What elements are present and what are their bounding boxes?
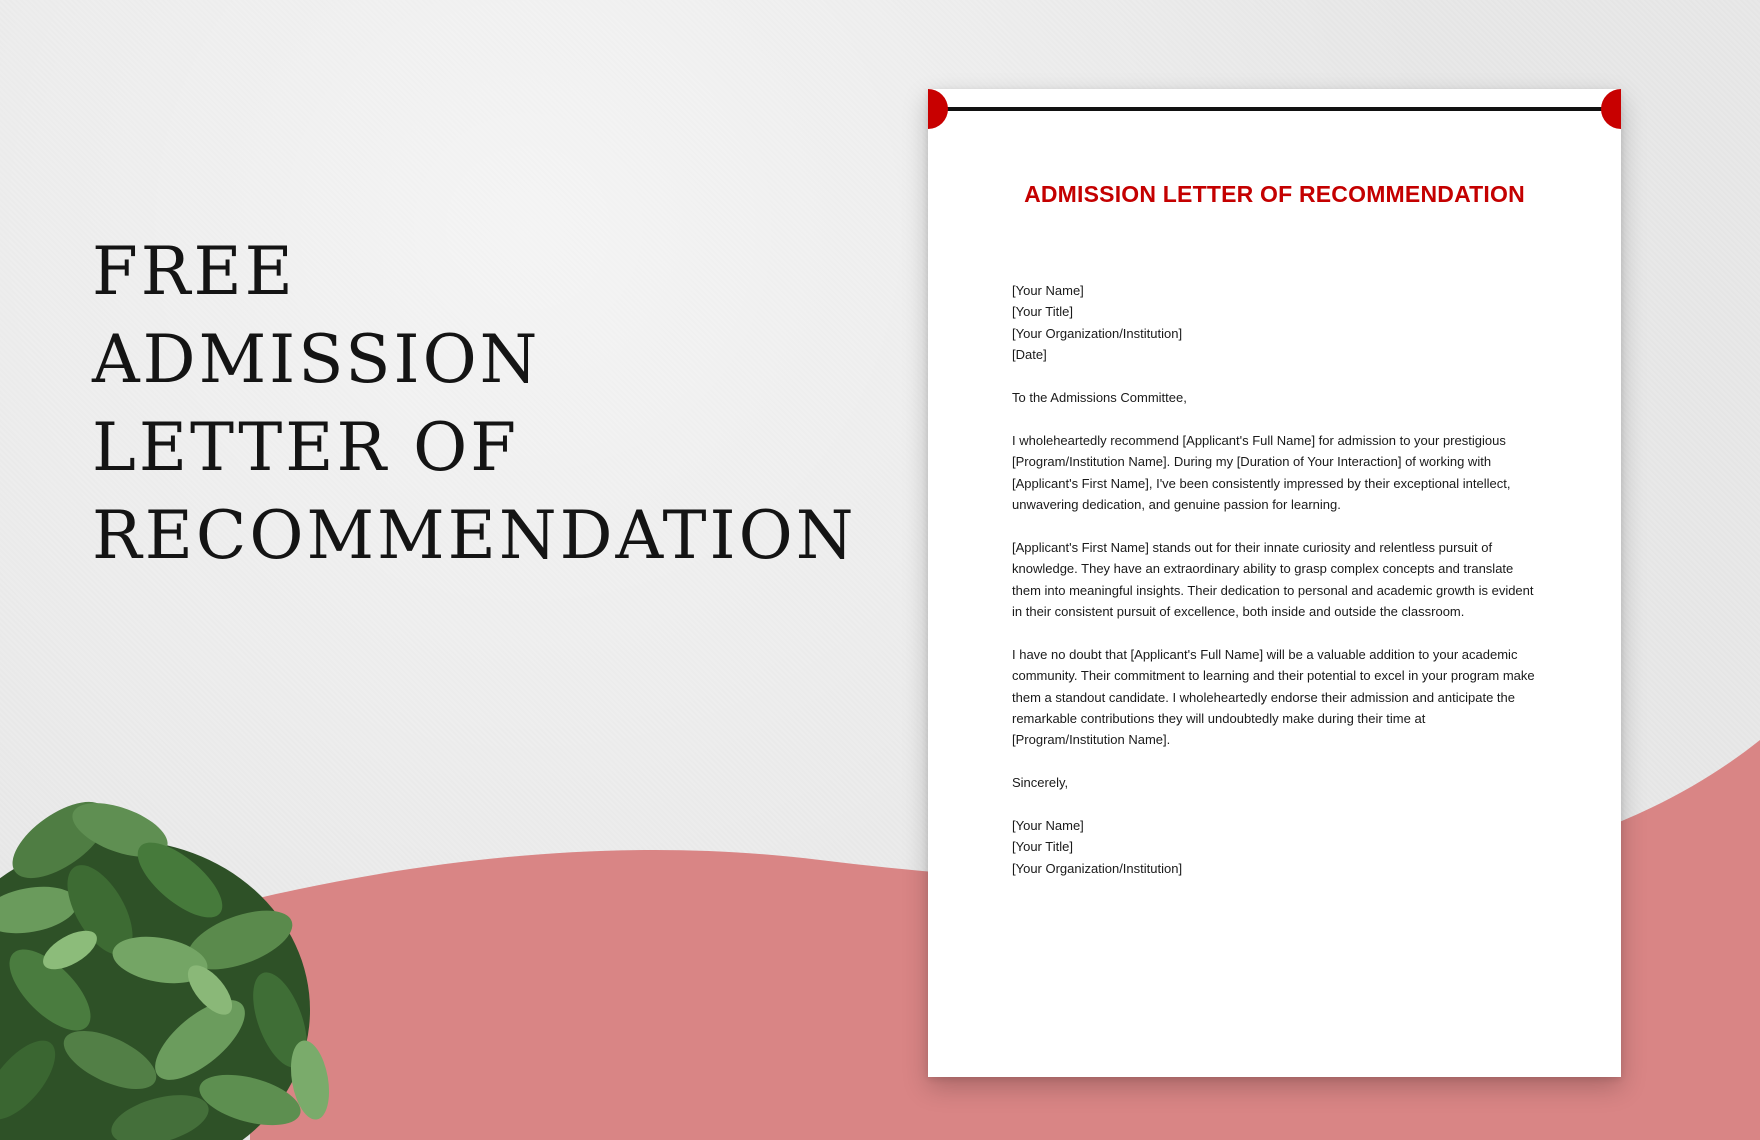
letter-page bbox=[928, 89, 1621, 1077]
body-paragraph bbox=[1012, 644, 1552, 751]
paragraph-line: [Program/Institution Name]. During my [Duration of Your Interaction] of working with bbox=[1012, 454, 1492, 470]
paragraph-line: [Applicant's First Name], I've been consistently impressed by their exceptional intellect, bbox=[1012, 475, 1511, 491]
body-paragraph bbox=[1012, 537, 1552, 623]
paragraph-line: knowledge. They have an extraordinary ability to grasp complex concepts and translate bbox=[1012, 561, 1514, 577]
signature-line: [Your Name] bbox=[1012, 818, 1084, 834]
paragraph-line: [Program/Institution Name]. bbox=[1012, 732, 1171, 748]
body-paragraph bbox=[1012, 430, 1552, 516]
sender-line: [Your Organization/Institution] bbox=[1012, 325, 1183, 341]
hero-line: ADMISSION bbox=[92, 321, 541, 398]
paragraph-line: them a standout candidate. I wholeheartedly endorse their admission and anticipate the bbox=[1012, 689, 1515, 705]
paragraph-line: [Applicant's First Name] stands out for their innate curiosity and relentless pursuit of bbox=[1012, 539, 1493, 555]
hero-line: FREE bbox=[92, 233, 296, 310]
paragraph-line: unwavering dedication, and genuine passion for learning. bbox=[1012, 497, 1341, 513]
header-rule bbox=[928, 107, 1621, 111]
hero-line: RECOMMENDATION bbox=[92, 497, 857, 574]
paragraph-line: I wholeheartedly recommend [Applicant's Full Name] for admission to your prestigious bbox=[1012, 432, 1506, 448]
sender-line: [Your Name] bbox=[1012, 283, 1084, 298]
hero-title bbox=[92, 228, 872, 580]
paragraph-line: I have no doubt that [Applicant's Full Name] will be a valuable addition to your academic bbox=[1012, 646, 1518, 662]
sender-block bbox=[1012, 280, 1552, 366]
signature-line: [Your Organization/Institution] bbox=[1012, 860, 1183, 876]
closing: Sincerely, bbox=[1012, 775, 1069, 791]
header-dot-left bbox=[928, 89, 948, 129]
plant-foliage bbox=[0, 787, 335, 1140]
header-dot-right bbox=[1601, 89, 1621, 129]
hero-line: LETTER OF bbox=[92, 409, 520, 486]
paragraph-line: them into meaningful insights. Their dedication to personal and academic growth is evident bbox=[1012, 582, 1534, 598]
potted-plant-icon bbox=[0, 760, 360, 1140]
sender-line: [Date] bbox=[1012, 347, 1047, 363]
letter-body bbox=[1012, 280, 1552, 879]
paragraph-line: in their consistent pursuit of excellence, both inside and outside the classroom. bbox=[1012, 604, 1465, 620]
paragraph-line: remarkable contributions they will undoubtedly make during their time at bbox=[1012, 711, 1426, 727]
signature-line: [Your Title] bbox=[1012, 839, 1073, 855]
salutation: To the Admissions Committee, bbox=[1012, 390, 1187, 406]
signature-block bbox=[1012, 815, 1552, 879]
document-title: ADMISSION LETTER OF RECOMMENDATION bbox=[1024, 181, 1525, 207]
sender-line: [Your Title] bbox=[1012, 304, 1073, 320]
paragraph-line: community. Their commitment to learning and their potential to excel in your program make bbox=[1012, 668, 1535, 684]
